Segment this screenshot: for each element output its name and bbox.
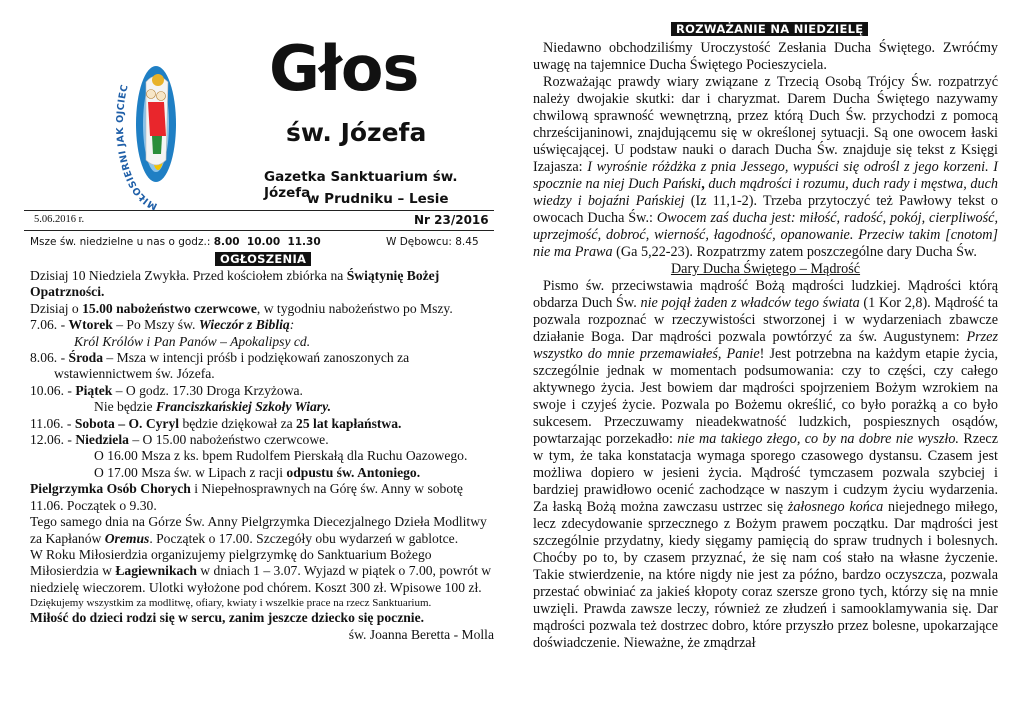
announcement-sunday-oaza: O 16.00 Msza z ks. bpem Rudolfem Pierskałą dla Ruchu Oazowego.: [94, 448, 468, 464]
reflection-header: ROZWAŻANIE NA NIEDZIELĘ: [671, 22, 868, 36]
announcement-oremus: Tego samego dnia na Górze Św. Anny Pielgrzymka Diecezjalnego Dzieła Modlitwy za Kapłanów Oremus. Początek o 17.00. Szczegóły obu wydarzeń w gablotce.: [30, 514, 487, 546]
reflection-paragraph: Rozważając prawdy wiary związane z Trzecią Osobą Trójcy Św. rozpatrzyć należy dwojakie skutki: dar i charyzmat. Darem Ducha Świętego nazywamy chwilową sprawność wewnętrzną, przez którą Duch Św. przychodzi z pomocą chrześcijaninowi, znajdującemu się w określonej sytuacji. Są one owocem łaski uświęcającej. U podstaw nauki o darach Ducha Św. znajduje się tekst z Księgi Izajasza: I wyrośnie różdżka z pnia Jessego, wypuści się odrośl z jego korzeni. I spocznie na niej Duch Pański, duch mądrości i rozumu, duch rady i męstwa, duch wiedzy i bojaźni Pańskiej (Iz 11,1-2). Trzeba przytoczyć też Pawłowy tekst o owocach Ducha Św.: Owocem zaś ducha jest: miłość, radość, pokój, cierpliwość, uprzejmość, dobroć, wierność, łagodność, opanowanie. Przeciw takim [cnotom] nie ma Prawa (Ga 5,22-23). Rozpatrzmy zatem poszczególne dary Ducha Św.: [533, 74, 999, 260]
jubilee-mercy-logo: [106, 32, 184, 210]
announcement-item: Dzisiaj 10 Niedziela Zwykła. Przed kościołem zbiórka na Świątynię Bożej Opatrzności.: [30, 268, 440, 300]
announcement-friday-cont: Nie będzie Franciszkańskiej Szkoły Wiary.: [94, 399, 332, 415]
announcement-item: Dzisiaj o 15.00 nabożeństwo czerwcowe, w tygodniu nabożeństwo po Mszy.: [30, 300, 453, 316]
debowiec-mass-time: W Dębowcu: 8.45: [386, 236, 479, 248]
announcement-pilgrimage-sick: Pielgrzymka Osób Chorych i Niepełnosprawnych na Górę św. Anny w sobotę 11.06. Początek o 9.30.: [30, 481, 463, 513]
announcement-wednesday-cont: wstawiennictwem św. Józefa.: [54, 366, 215, 382]
announcement-lagiewniki: W Roku Miłosierdzia organizujemy pielgrzymkę do Sanktuarium Bożego Miłosierdzia w Łagiewnikach w dniach 1 – 3.07. Wyjazd w piątek o 7.00, powrót w niedzielę wieczorem. Ulotki wyłożone pod chórem. Koszt 300 zł. Wpisowe 100 zł.: [30, 546, 492, 595]
quote-author: św. Joanna Beretta - Molla: [348, 626, 494, 642]
issue-date: 5.06.2016 r.: [34, 214, 85, 225]
thanks-note: Dziękujemy wszystkim za modlitwę, ofiary, kwiaty i wszelkie prace na rzecz Sanktuarium.: [30, 597, 432, 610]
announcements-body: [30, 268, 494, 643]
publication-name-line1: Gazetka Sanktuarium św. Józefa: [264, 169, 458, 201]
announcement-sunday-lipy: O 17.00 Msza św. w Lipach z racji odpustu św. Antoniego.: [94, 464, 421, 480]
mass-times: [30, 236, 321, 248]
mass-times-label: Msze św. niedzielne u nas o godz.:: [30, 236, 211, 248]
announcement-tuesday: 7.06. - Wtorek – Po Mszy św. Wieczór z Biblią:: [30, 317, 295, 333]
masthead-subtitle: św. Józefa: [286, 118, 427, 147]
divider-top: [24, 210, 494, 211]
reflection-paragraph: Pismo św. przeciwstawia mądrość Bożą mądrości ludzkiej. Mądrości którą obdarza Duch Św. nie pojął żaden z władców tego świata (1 Kor 2,8). Mądrość ta pozwala rozpoznać w rzeczywistości stworzonej i w wydarzeniach zbawcze działanie Boga. Dar mądrości pozwala powtórzyć za św. Augustynem: Przez wszystko do mnie przemawiałeś, Panie! Jest potrzebna na każdym etapie życia, szczególnie jednak w momentach podsumowania: czy to części, czy całego aktywnego życia. Jest bowiem dar mądrości spojrzeniem Bożym wzrokiem na swoje i czyjeś życie. Pozwala po Bożemu określić, co było porażką a co było sukcesem. Przeczuwamy nieadekwatność ludzkich, pospiesznych osądów, powtarzając porzekadło: nie ma takiego złego, co by na dobre nie wyszło. Rzecz w tym, że taka konstatacja wymaga sporego czasowego dystansu. Czasem jest możliwa dopiero w jesieni życia. Mądrość tymczasem pozwala szybciej i bardziej prawidłowo ocenić zachodzące w naszym i cudzym życiu wydarzenia. Za łaską Bożą można zawczasu ustrzec się żałosnego końca niejednego miłego, lecz zdecydowanie sprzecznego z Bożym prawem początku. Dar mądrości jest szczególnie przydatny, kiedy sięgamy pamięcią do spraw trudnych i bolesnych. Choćby po to, by czasem przyznać, że się nam coś stało na własne życzenie. Takie stwierdzenie, na które nigdy nie jest za późno, bardzo oczyszcza, pozwala przestać obwiniać za jakieś kłopoty coraz szersze grono tych, którzy się na mnie uwzięli. Prawda zawsze leczy, również ze złudzeń i samooklamywania się. Dar mądrości pozwala też dostrzec dobro, które przyszło przez bolesne, upokarzające doświadczenie. Nieważne, że zmądrzał: [533, 278, 999, 651]
announcement-sunday: 12.06. - Niedziela – O 15.00 nabożeństwo czerwcowe.: [30, 432, 329, 448]
logo-text: MIŁOSIERNI JAK OJCIEC: [114, 83, 160, 210]
issue-number: Nr 23/2016: [414, 213, 489, 227]
masthead-title: Głos: [269, 32, 419, 105]
announcements-header: OGŁOSZENIA: [215, 252, 311, 266]
right-column: [533, 0, 998, 724]
left-column: [24, 0, 494, 724]
announcement-tuesday-topic: Król Królów i Pan Panów – Apokalipsy cd.: [74, 333, 311, 349]
publication-name-line2: w Prudniku – Lesie: [307, 191, 449, 207]
divider-bottom: [24, 230, 494, 231]
reflection-paragraph: Niedawno obchodziliśmy Uroczystość Zesłania Ducha Świętego. Zwróćmy uwagę na tajemnice Ducha Świętego Pocieszyciela.: [533, 40, 998, 73]
announcement-saturday: 11.06. - Sobota – O. Cyryl będzie dziękował za 25 lat kapłaństwa.: [30, 415, 402, 431]
section-heading: Dary Ducha Świętego – Mądrość: [670, 261, 861, 277]
reflection-article: [533, 40, 998, 652]
announcement-wednesday: 8.06. - Środa – Msza w intencji próśb i podziękowań zanoszonych za: [30, 350, 410, 366]
quote: Miłość do dzieci rodzi się w sercu, zanim jeszcze dziecko się pocznie.: [30, 610, 424, 626]
announcement-friday: 10.06. - Piątek – O godz. 17.30 Droga Krzyżowa.: [30, 382, 303, 398]
mass-times-values: 8.00 10.00 11.30: [213, 236, 321, 248]
